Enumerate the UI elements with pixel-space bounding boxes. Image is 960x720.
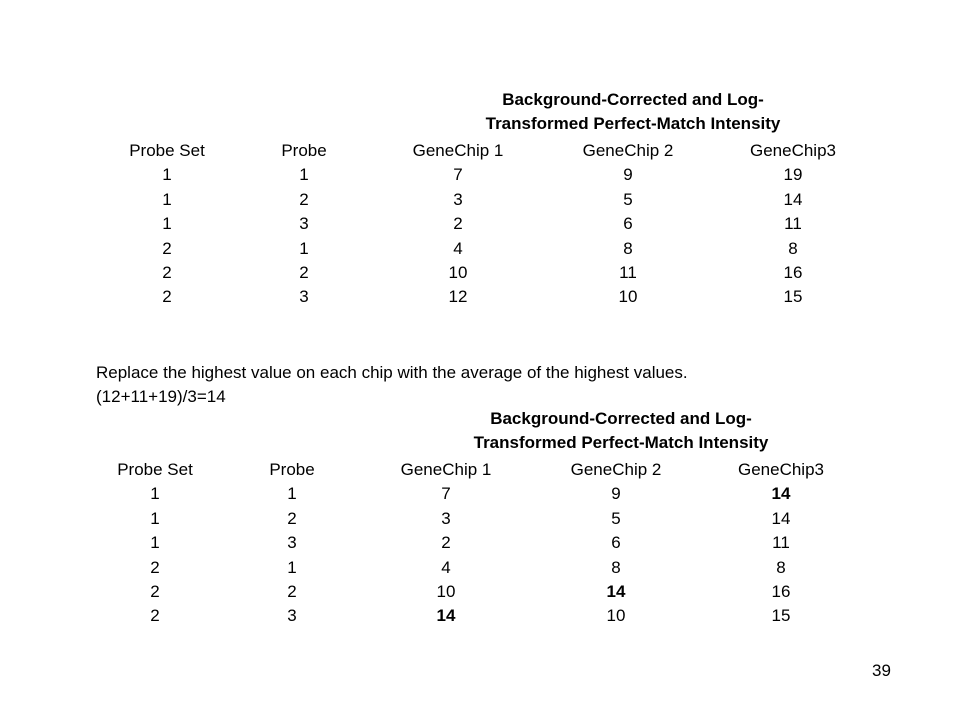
table-cell: 10 — [436, 581, 456, 601]
table-cell: 9 — [611, 484, 621, 504]
column-header: GeneChip3 — [737, 460, 824, 479]
table-row — [0, 163, 960, 187]
column-header: GeneChip 2 — [582, 141, 674, 160]
column-header: GeneChip 2 — [570, 460, 662, 479]
table-cell: 10 — [448, 262, 468, 282]
table-cell: 3 — [287, 533, 297, 553]
table-cell: 3 — [299, 214, 309, 234]
table-heading — [368, 407, 874, 455]
table-cell: 1 — [162, 165, 172, 185]
table-cell: 2 — [162, 287, 172, 307]
header-row — [0, 139, 960, 163]
table-cell: 2 — [150, 606, 160, 626]
table-heading — [380, 88, 886, 136]
table-cell: 5 — [611, 508, 621, 528]
table-cell: 2 — [150, 581, 160, 601]
table-cell: 1 — [162, 189, 172, 209]
table-cell: 8 — [623, 238, 633, 258]
table-cell: 1 — [287, 557, 297, 577]
table-cell: 2 — [162, 238, 172, 258]
note-formula: (12+11+19)/3=14 — [96, 387, 226, 406]
column-header: GeneChip 1 — [400, 460, 492, 479]
table-cell: 1 — [299, 165, 309, 185]
table-cell: 2 — [287, 508, 297, 528]
table-cell: 6 — [623, 214, 633, 234]
table-cell: 5 — [623, 189, 633, 209]
table-cell: 2 — [162, 262, 172, 282]
table-cell: 9 — [623, 165, 633, 185]
heading-line-1: Background-Corrected and Log- — [502, 90, 764, 109]
instruction-note — [96, 361, 688, 409]
table-cell: 11 — [619, 262, 637, 282]
replaced-value-cell: 14 — [771, 484, 791, 504]
table-cell: 11 — [784, 214, 802, 234]
table-cell: 15 — [771, 606, 791, 626]
table-cell: 1 — [150, 533, 160, 553]
table-cell: 8 — [611, 557, 621, 577]
replaced-value-cell: 14 — [606, 581, 626, 601]
table-cell: 15 — [783, 287, 803, 307]
table-cell: 19 — [783, 165, 803, 185]
table-cell: 1 — [150, 484, 160, 504]
heading-line-2: Transformed Perfect-Match Intensity — [485, 114, 781, 133]
table-row — [0, 507, 948, 531]
table-cell: 12 — [448, 287, 468, 307]
table-row — [0, 237, 960, 261]
table-row — [0, 531, 948, 555]
column-header: Probe Set — [117, 460, 193, 479]
table-cell: 6 — [611, 533, 621, 553]
replaced-value-cell: 14 — [436, 606, 456, 626]
table-row — [0, 188, 960, 212]
table-cell: 8 — [788, 238, 798, 258]
table-row — [0, 285, 960, 309]
note-line-1: Replace the highest value on each chip with the average of the highest values. — [96, 363, 688, 382]
table-row — [0, 212, 960, 236]
table-cell: 14 — [771, 508, 791, 528]
table-cell: 1 — [299, 238, 309, 258]
column-header: Probe — [281, 141, 327, 160]
table-cell: 3 — [453, 189, 463, 209]
table-cell: 4 — [441, 557, 451, 577]
table-cell: 8 — [776, 557, 786, 577]
column-header: GeneChip 1 — [412, 141, 504, 160]
table-cell: 3 — [441, 508, 451, 528]
table-cell: 10 — [606, 606, 626, 626]
table-cell: 16 — [771, 581, 791, 601]
table-grid — [0, 458, 948, 629]
column-header: Probe — [269, 460, 315, 479]
heading-line-1: Background-Corrected and Log- — [490, 409, 752, 428]
table-cell: 7 — [453, 165, 463, 185]
header-row — [0, 458, 948, 482]
table-cell: 2 — [150, 557, 160, 577]
table-row — [0, 556, 948, 580]
heading-line-2: Transformed Perfect-Match Intensity — [473, 433, 769, 452]
table-cell: 2 — [453, 214, 463, 234]
table-cell: 2 — [287, 581, 297, 601]
table-cell: 1 — [162, 214, 172, 234]
table-cell: 3 — [299, 287, 309, 307]
table-cell: 2 — [299, 189, 309, 209]
table-cell: 1 — [150, 508, 160, 528]
table-cell: 2 — [299, 262, 309, 282]
column-header: GeneChip3 — [749, 141, 836, 160]
table-cell: 4 — [453, 238, 463, 258]
column-header: Probe Set — [129, 141, 205, 160]
table-grid — [0, 139, 960, 310]
page-number: 39 — [872, 661, 891, 680]
table-cell: 3 — [287, 606, 297, 626]
table-row — [0, 604, 948, 628]
table-row — [0, 261, 960, 285]
table-row — [0, 482, 948, 506]
table-cell: 1 — [287, 484, 297, 504]
table-cell: 11 — [772, 533, 790, 553]
table-cell: 10 — [618, 287, 638, 307]
table-cell: 7 — [441, 484, 451, 504]
table-cell: 16 — [783, 262, 803, 282]
table-cell: 2 — [441, 533, 451, 553]
table-row — [0, 580, 948, 604]
table-cell: 14 — [783, 189, 803, 209]
